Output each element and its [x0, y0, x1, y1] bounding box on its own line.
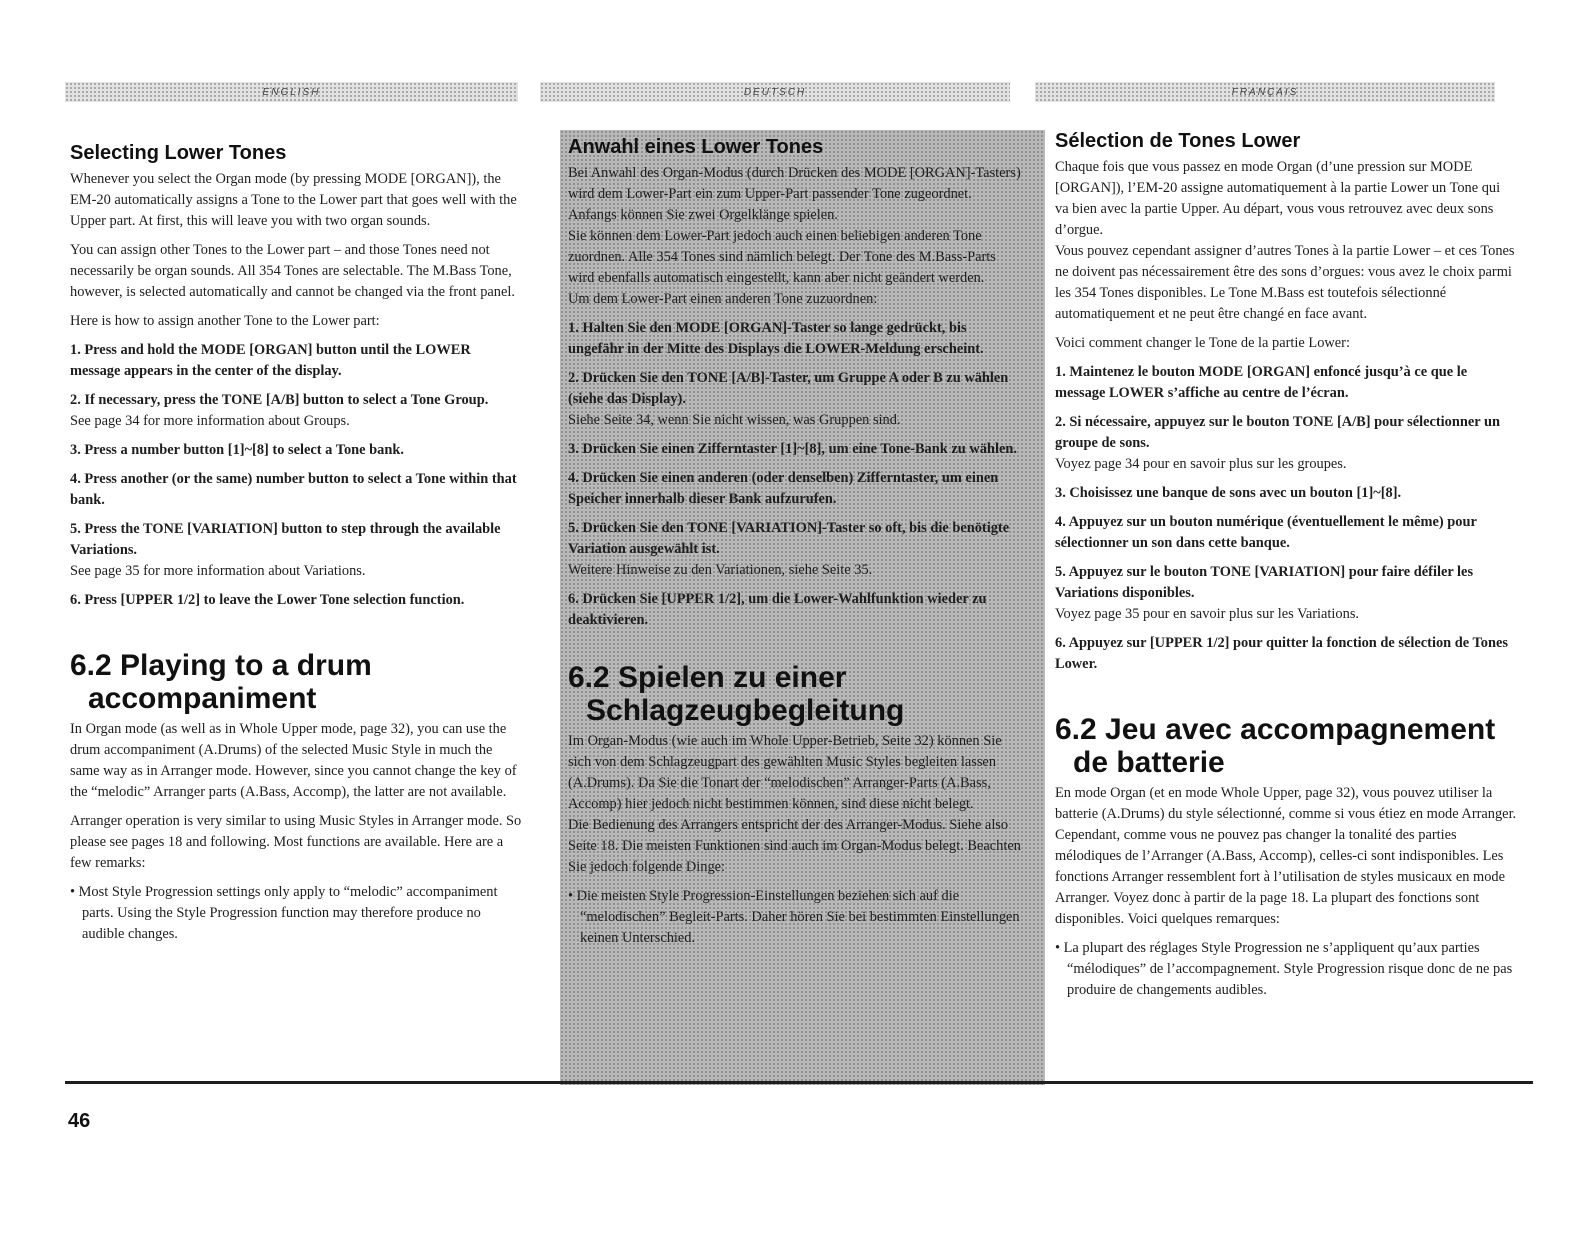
bullet-item: • Most Style Progression settings only apply to “melodic” accompaniment parts. Using the Style Progression function may therefore produce no audible changes.	[70, 884, 498, 942]
header-francais: FRANÇAIS	[1035, 82, 1495, 102]
german-column	[568, 130, 1023, 957]
paragraph: Whenever you select the Organ mode (by pressing MODE [ORGAN]), the EM-20 automatically assigns a Tone to the Lower part that goes well with the Upper part. At first, this will leave you with two organ sounds.	[70, 171, 517, 229]
step-5-note: See page 35 for more information about Variations.	[70, 563, 366, 579]
french-column	[1055, 130, 1517, 1009]
header-deutsch: DEUTSCH	[540, 82, 1010, 102]
step-2-note: Siehe Seite 34, wenn Sie nicht wissen, was Gruppen sind.	[568, 412, 901, 428]
heading-jeu-accompagnement-batterie: 6.2 Jeu avec accompagnement de batterie	[1055, 713, 1496, 779]
step-4: 4. Press another (or the same) number button to select a Tone within that bank.	[70, 471, 517, 508]
heading-selecting-lower-tones: Selecting Lower Tones	[70, 142, 287, 164]
paragraph: Here is how to assign another Tone to the Lower part:	[70, 313, 380, 329]
header-english: ENGLISH	[65, 82, 518, 102]
step-5: 5. Press the TONE [VARIATION] button to step through the available Variations.	[70, 521, 501, 558]
paragraph: Vous pouvez cependant assigner d’autres Tones à la partie Lower – et ces Tones ne doivent pas nécessairement être des sons d’orgues: vous avez le choix parmi les 354 Tones disponibles. Le Tone M.Bass est toutefois sélectionné automatiquement et ne peut être changé en face avant.	[1055, 243, 1515, 322]
step-2: 2. If necessary, press the TONE [A/B] button to select a Tone Group.	[70, 392, 489, 408]
step-1: 1. Press and hold the MODE [ORGAN] button until the LOWER message appears in the center of the display.	[70, 342, 471, 379]
step-5: 5. Drücken Sie den TONE [VARIATION]-Taster so oft, bis die benötigte Variation ausgewählt ist.	[568, 520, 1010, 557]
heading-anwahl-lower-tones: Anwahl eines Lower Tones	[568, 136, 824, 158]
step-5: 5. Appuyez sur le bouton TONE [VARIATION] pour faire défiler les Variations disponibles.	[1055, 564, 1474, 601]
step-2: 2. Drücken Sie den TONE [A/B]-Taster, um Gruppe A oder B zu wählen (siehe das Display).	[568, 370, 1009, 407]
step-6: 6. Appuyez sur [UPPER 1/2] pour quitter la fonction de sélection de Tones Lower.	[1055, 635, 1508, 672]
page-number: 46	[68, 1110, 91, 1132]
step-4: 4. Drücken Sie einen anderen (oder denselben) Zifferntaster, um einen Speicher innerhalb dieser Bank aufzurufen.	[568, 470, 999, 507]
step-2: 2. Si nécessaire, appuyez sur le bouton TONE [A/B] pour sélectionner un groupe de sons.	[1055, 414, 1500, 451]
bullet-item: • Die meisten Style Progression-Einstellungen beziehen sich auf die “melodischen” Begleit-Parts. Daher hören Sie bei bestimmten Einstellungen keinen Unterschied.	[568, 888, 1020, 946]
paragraph: Chaque fois que vous passez en mode Organ (d’une pression sur MODE [ORGAN]), l’EM-20 assigne automatiquement à la partie Lower un Tone qui va bien avec la partie Upper. Au départ, vous vous retrouvez avec deux sons d’orgue.	[1055, 159, 1501, 238]
step-4: 4. Appuyez sur un bouton numérique (éventuellement le même) pour sélectionner un son dans cette banque.	[1055, 514, 1477, 551]
paragraph: Voici comment changer le Tone de la partie Lower:	[1055, 335, 1350, 351]
step-5-note: Weitere Hinweise zu den Variationen, siehe Seite 35.	[568, 562, 873, 578]
bullet-item: • La plupart des réglages Style Progression ne s’appliquent qu’aux parties “mélodiques” de l’accompagnement. Style Progression risque donc de ne pas produire de changements audibles.	[1055, 940, 1513, 998]
step-3: 3. Choisissez une banque de sons avec un bouton [1]~[8].	[1055, 485, 1402, 501]
step-1: 1. Maintenez le bouton MODE [ORGAN] enfoncé jusqu’à ce que le message LOWER s’affiche au centre de l’écran.	[1055, 364, 1468, 401]
paragraph: Im Organ-Modus (wie auch im Whole Upper-Betrieb, Seite 32) können Sie sich von dem Schlagzeugpart des gewählten Music Styles begleiten lassen (A.Drums). Da Sie die Tonart der “melodischen” Arranger-Parts (A.Bass, Accomp) hier jedoch nicht bestimmen können, sind diese nicht belegt.	[568, 733, 1002, 812]
paragraph: Sie können dem Lower-Part jedoch auch einen beliebigen anderen Tone zuordnen. Alle 354 Tones sind nämlich belegt. Der Tone des M.Bass-Parts wird ebenfalls automatisch eingestellt, kann aber nicht geändert werden.	[568, 228, 996, 286]
step-2-note: See page 34 for more information about Groups.	[70, 413, 350, 429]
step-2-note: Voyez page 34 pour en savoir plus sur les groupes.	[1055, 456, 1347, 472]
step-3: 3. Press a number button [1]~[8] to select a Tone bank.	[70, 442, 404, 458]
step-6: 6. Press [UPPER 1/2] to leave the Lower Tone selection function.	[70, 592, 465, 608]
step-5-note: Voyez page 35 pour en savoir plus sur les Variations.	[1055, 606, 1360, 622]
paragraph: En mode Organ (et en mode Whole Upper, page 32), vous pouvez utiliser la batterie (A.Drums) du style sélectionné, comme si vous étiez en mode Arranger. Cependant, comme vous ne pouvez pas changer la tonalité des parties mélodiques de l’Arranger (A.Bass, Accomp), celles-ci sont indisponibles. Les fonctions Arranger ressemblent fort à l’utilisation de styles musicaux en mode Arranger. Voyez donc à partir de la page 18. La plupart des fonctions sont disponibles. Voici quelques remarques:	[1055, 785, 1517, 927]
paragraph: Die Bedienung des Arrangers entspricht der des Arranger-Modus. Siehe also Seite 18. Die meisten Funktionen sind auch im Organ-Modus belegt. Beachten Sie jedoch folgende Dinge:	[568, 817, 1021, 875]
english-column	[70, 130, 522, 953]
step-1: 1. Halten Sie den MODE [ORGAN]-Taster so lange gedrückt, bis ungefähr in der Mitte des Displays die LOWER-Meldung erscheint.	[568, 320, 984, 357]
heading-selection-tones-lower: Sélection de Tones Lower	[1055, 130, 1301, 152]
paragraph: You can assign other Tones to the Lower part – and those Tones need not necessarily be organ sounds. All 354 Tones are selectable. The M.Bass Tone, however, is selected automatically and cannot be changed via the front panel.	[70, 242, 515, 300]
paragraph: Um dem Lower-Part einen anderen Tone zuzuordnen:	[568, 291, 878, 307]
footer-rule	[65, 1081, 1533, 1084]
step-6: 6. Drücken Sie [UPPER 1/2], um die Lower-Wahlfunktion wieder zu deaktivieren.	[568, 591, 987, 628]
paragraph: Bei Anwahl des Organ-Modus (durch Drücken des MODE [ORGAN]-Tasters) wird dem Lower-Part ein zum Upper-Part passender Tone zugeordnet. Anfangs können Sie zwei Orgelklänge spielen.	[568, 165, 1021, 223]
heading-playing-drum-accompaniment: 6.2 Playing to a drum accompaniment	[70, 649, 372, 715]
step-3: 3. Drücken Sie einen Zifferntaster [1]~[8], um eine Tone-Bank zu wählen.	[568, 441, 1017, 457]
paragraph: In Organ mode (as well as in Whole Upper mode, page 32), you can use the drum accompaniment (A.Drums) of the selected Music Style in much the same way as in Arranger mode. However, since you cannot change the key of the “melodic” Arranger parts (A.Bass, Accomp), the latter are not available.	[70, 721, 517, 800]
paragraph: Arranger operation is very similar to using Music Styles in Arranger mode. So please see pages 18 and following. Most functions are available. Here are a few remarks:	[70, 813, 522, 871]
heading-spielen-schlagzeugbegleitung: 6.2 Spielen zu einer Schlagzeugbegleitung	[568, 661, 905, 727]
